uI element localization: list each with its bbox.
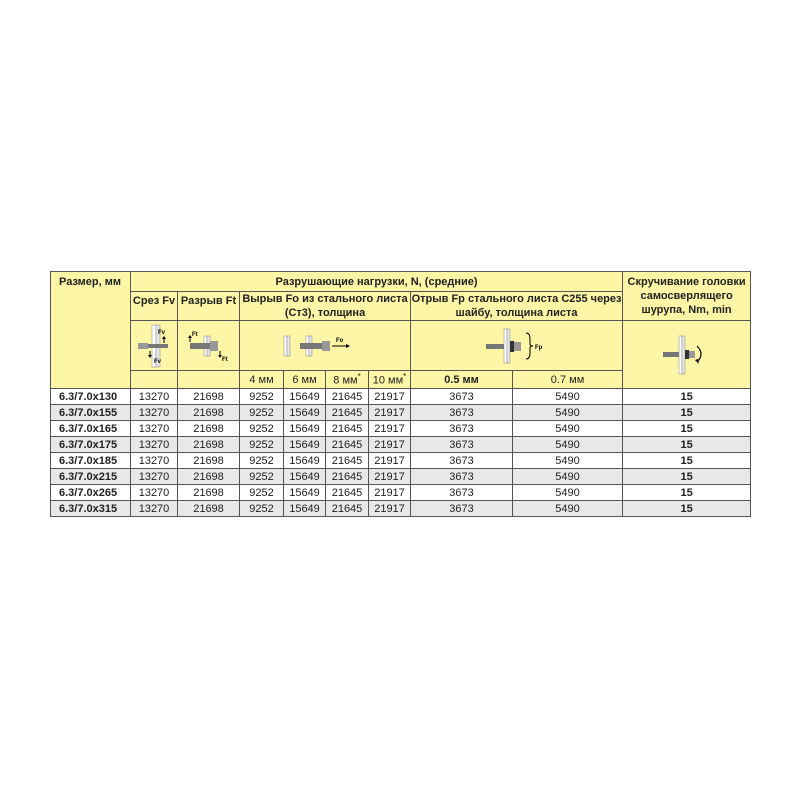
cell-p4: 9252	[240, 501, 284, 517]
cell-t07: 5490	[513, 389, 623, 405]
cell-t05: 3673	[411, 469, 513, 485]
cell-t05: 3673	[411, 389, 513, 405]
table-row	[51, 485, 751, 501]
cell-p10: 21917	[369, 437, 411, 453]
cell-p4: 9252	[240, 485, 284, 501]
cell-p10: 21917	[369, 485, 411, 501]
table-row	[51, 453, 751, 469]
shear-screw-icon	[134, 323, 174, 369]
cell-t05: 3673	[411, 485, 513, 501]
cell-p8: 21645	[326, 405, 369, 421]
cell-p6: 15649	[284, 453, 326, 469]
loads-header: Разрушающие нагрузки, N, (средние)	[131, 272, 623, 292]
cell-t05: 3673	[411, 453, 513, 469]
pullthrough-fp-label: Fp	[534, 344, 542, 351]
shear-diagram	[131, 321, 178, 371]
cell-size: 6.3/7.0x155	[51, 405, 131, 421]
cell-p6: 15649	[284, 501, 326, 517]
pullout-thickness-8: 8 мм*	[326, 371, 369, 389]
cell-t07: 5490	[513, 405, 623, 421]
cell-p4: 9252	[240, 469, 284, 485]
cell-p6: 15649	[284, 389, 326, 405]
torque-screw-icon	[657, 332, 717, 378]
cell-torque: 15	[623, 405, 751, 421]
table-row	[51, 469, 751, 485]
cell-shear: 13270	[131, 389, 178, 405]
cell-t05: 3673	[411, 421, 513, 437]
cell-p8: 21645	[326, 469, 369, 485]
cell-p8: 21645	[326, 501, 369, 517]
torque-diagram	[623, 321, 751, 389]
cell-torque: 15	[623, 437, 751, 453]
cell-p4: 9252	[240, 421, 284, 437]
pullout-thickness-10: 10 мм*	[369, 371, 411, 389]
cell-t05: 3673	[411, 405, 513, 421]
cell-torque: 15	[623, 421, 751, 437]
cell-t07: 5490	[513, 453, 623, 469]
cell-shear: 13270	[131, 469, 178, 485]
cell-size: 6.3/7.0x175	[51, 437, 131, 453]
pullout-screw-icon	[280, 326, 370, 366]
pullout-thickness-4: 4 мм	[240, 371, 284, 389]
cell-p10: 21917	[369, 405, 411, 421]
cell-tear: 21698	[178, 469, 240, 485]
cell-shear: 13270	[131, 437, 178, 453]
shear-header: Срез Fv	[131, 292, 178, 321]
table-body	[51, 389, 751, 517]
cell-shear: 13270	[131, 421, 178, 437]
cell-p10: 21917	[369, 421, 411, 437]
cell-torque: 15	[623, 469, 751, 485]
shear-fv2-label: Fv	[154, 358, 162, 365]
cell-p6: 15649	[284, 485, 326, 501]
tear-diagram	[178, 321, 240, 371]
load-table	[50, 271, 751, 517]
torque-header: Скручивание головки самосверлящего шурупа, Nm, min	[623, 272, 751, 321]
cell-p6: 15649	[284, 421, 326, 437]
cell-shear: 13270	[131, 405, 178, 421]
cell-tear: 21698	[178, 421, 240, 437]
load-table-container	[50, 271, 750, 517]
cell-size: 6.3/7.0x185	[51, 453, 131, 469]
pullout-fo-label: Fo	[336, 337, 344, 344]
tear-ft2-label: Ft	[221, 356, 228, 363]
cell-t05: 3673	[411, 501, 513, 517]
cell-p10: 21917	[369, 389, 411, 405]
tear-header: Разрыв Ft	[178, 292, 240, 321]
cell-t07: 5490	[513, 485, 623, 501]
cell-p6: 15649	[284, 469, 326, 485]
cell-tear: 21698	[178, 437, 240, 453]
cell-t05: 3673	[411, 437, 513, 453]
cell-p8: 21645	[326, 453, 369, 469]
cell-tear: 21698	[178, 501, 240, 517]
shear-fv-label: Fv	[158, 329, 166, 336]
cell-p10: 21917	[369, 501, 411, 517]
table-row	[51, 437, 751, 453]
cell-p10: 21917	[369, 469, 411, 485]
cell-size: 6.3/7.0x215	[51, 469, 131, 485]
pullthrough-screw-icon	[482, 325, 552, 367]
table-row	[51, 405, 751, 421]
cell-p4: 9252	[240, 437, 284, 453]
pullthrough-thickness-05: 0.5 мм	[411, 371, 513, 389]
cell-torque: 15	[623, 389, 751, 405]
pullthrough-diagram	[411, 321, 623, 371]
cell-p4: 9252	[240, 453, 284, 469]
cell-t07: 5490	[513, 501, 623, 517]
cell-torque: 15	[623, 501, 751, 517]
table-row	[51, 501, 751, 517]
pullout-diagram	[240, 321, 411, 371]
cell-torque: 15	[623, 485, 751, 501]
cell-shear: 13270	[131, 453, 178, 469]
cell-tear: 21698	[178, 453, 240, 469]
cell-p8: 21645	[326, 389, 369, 405]
cell-shear: 13270	[131, 485, 178, 501]
cell-p6: 15649	[284, 405, 326, 421]
pullthrough-thickness-07: 0.7 мм	[513, 371, 623, 389]
cell-p4: 9252	[240, 405, 284, 421]
cell-tear: 21698	[178, 389, 240, 405]
cell-p8: 21645	[326, 485, 369, 501]
cell-p8: 21645	[326, 421, 369, 437]
cell-size: 6.3/7.0x165	[51, 421, 131, 437]
cell-t07: 5490	[513, 469, 623, 485]
cell-p10: 21917	[369, 453, 411, 469]
cell-t07: 5490	[513, 437, 623, 453]
cell-tear: 21698	[178, 405, 240, 421]
cell-size: 6.3/7.0x130	[51, 389, 131, 405]
cell-torque: 15	[623, 453, 751, 469]
cell-shear: 13270	[131, 501, 178, 517]
cell-size: 6.3/7.0x265	[51, 485, 131, 501]
size-header: Размер, мм	[51, 272, 131, 389]
tear-screw-icon	[182, 326, 236, 366]
tear-ft-label: Ft	[191, 331, 198, 338]
pullout-thickness-6: 6 мм	[284, 371, 326, 389]
shear-empty-subheader	[131, 371, 178, 389]
pullthrough-header: Отрыв Fp стального листа С255 через шайбу, толщина листа	[411, 293, 622, 319]
cell-p8: 21645	[326, 437, 369, 453]
table-row	[51, 421, 751, 437]
cell-tear: 21698	[178, 485, 240, 501]
tear-empty-subheader	[178, 371, 240, 389]
table-row	[51, 389, 751, 405]
cell-p6: 15649	[284, 437, 326, 453]
cell-t07: 5490	[513, 421, 623, 437]
cell-size: 6.3/7.0x315	[51, 501, 131, 517]
pullout-header: Вырыв Fo из стального листа (Ст3), толщина	[240, 292, 411, 321]
cell-p4: 9252	[240, 389, 284, 405]
